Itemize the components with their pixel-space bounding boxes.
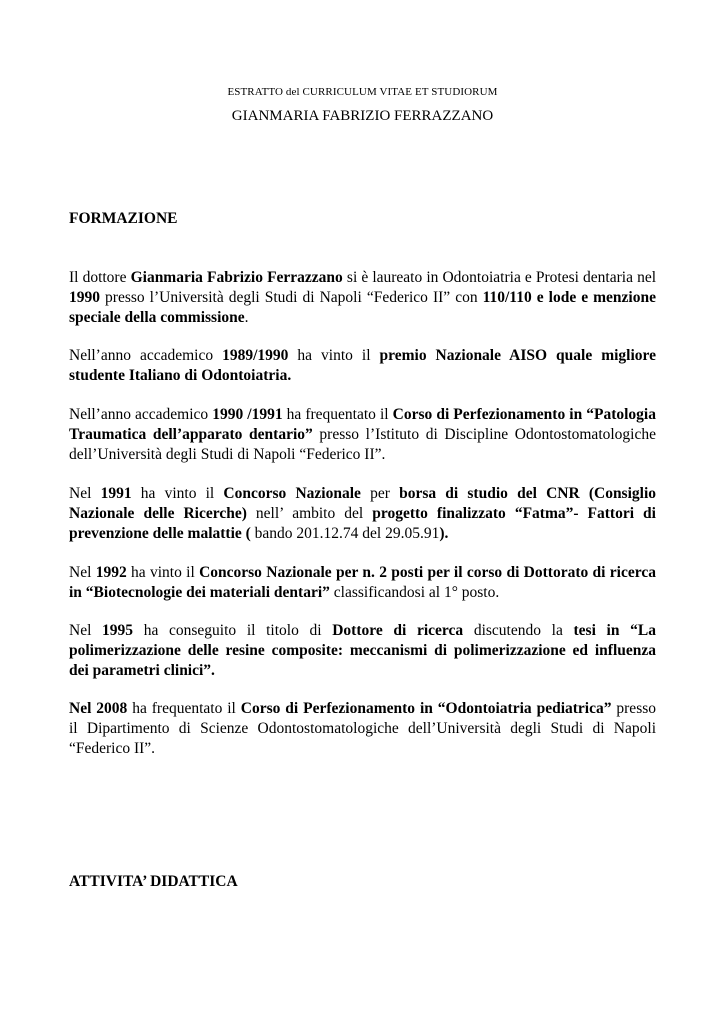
- paragraph-dottore-ricerca: Nel 1995 ha conseguito il titolo di Dottore di ricerca discutendo la tesi in “La polimerizzazione delle resine composite: meccanismi di polimerizzazione ed influenza dei parametri clinici”.: [69, 622, 656, 679]
- paragraph-borsa-cnr: Nel 1991 ha vinto il Concorso Nazionale per borsa di studio del CNR (Consiglio Nazionale delle Ricerche) nell’ ambito del progetto finalizzato “Fatma”- Fattori di prevenzione delle malattie ( bando 201.12.74 del 29.05.91).: [69, 485, 657, 542]
- heading-formazione: FORMAZIONE: [69, 210, 178, 227]
- paragraph-odontoiatria-pediatrica: Nel 2008 ha frequentato il Corso di Perfezionamento in “Odontoiatria pediatrica” presso il Dipartimento di Scienze Odontostomatologiche dell’Università degli Studi di Napoli “Federico II”.: [69, 700, 657, 757]
- heading-attivita-didattica: ATTIVITA’ DIDATTICA: [69, 873, 238, 890]
- paragraph-laurea: Il dottore Gianmaria Fabrizio Ferrazzano si è laureato in Odontoiatria e Protesi dentaria nel 1990 presso l’Università degli Studi di Napoli “Federico II” con 110/110 e lode e menzione speciale della commissione.: [69, 269, 657, 326]
- paragraph-perfezionamento-traumatica: Nell’anno accademico 1990 /1991 ha frequentato il Corso di Perfezionamento in “Patologia Traumatica dell’apparato dentario” presso l’Istituto di Discipline Odontostomatologiche dell’Università degli Studi di Napoli “Federico II”.: [69, 406, 656, 463]
- document-title: GIANMARIA FABRIZIO FERRAZZANO: [231, 108, 494, 124]
- paragraph-dottorato: Nel 1992 ha vinto il Concorso Nazionale per n. 2 posti per il corso di Dottorato di ricerca in “Biotecnologie dei materiali dentari” classificandosi al 1° posto.: [69, 564, 656, 601]
- paragraph-premio-aiso: Nell’anno accademico 1989/1990 ha vinto il premio Nazionale AISO quale migliore studente Italiano di Odontoiatria.: [69, 347, 657, 384]
- document-subtitle: ESTRATTO del CURRICULUM VITAE ET STUDIORUM: [227, 86, 498, 98]
